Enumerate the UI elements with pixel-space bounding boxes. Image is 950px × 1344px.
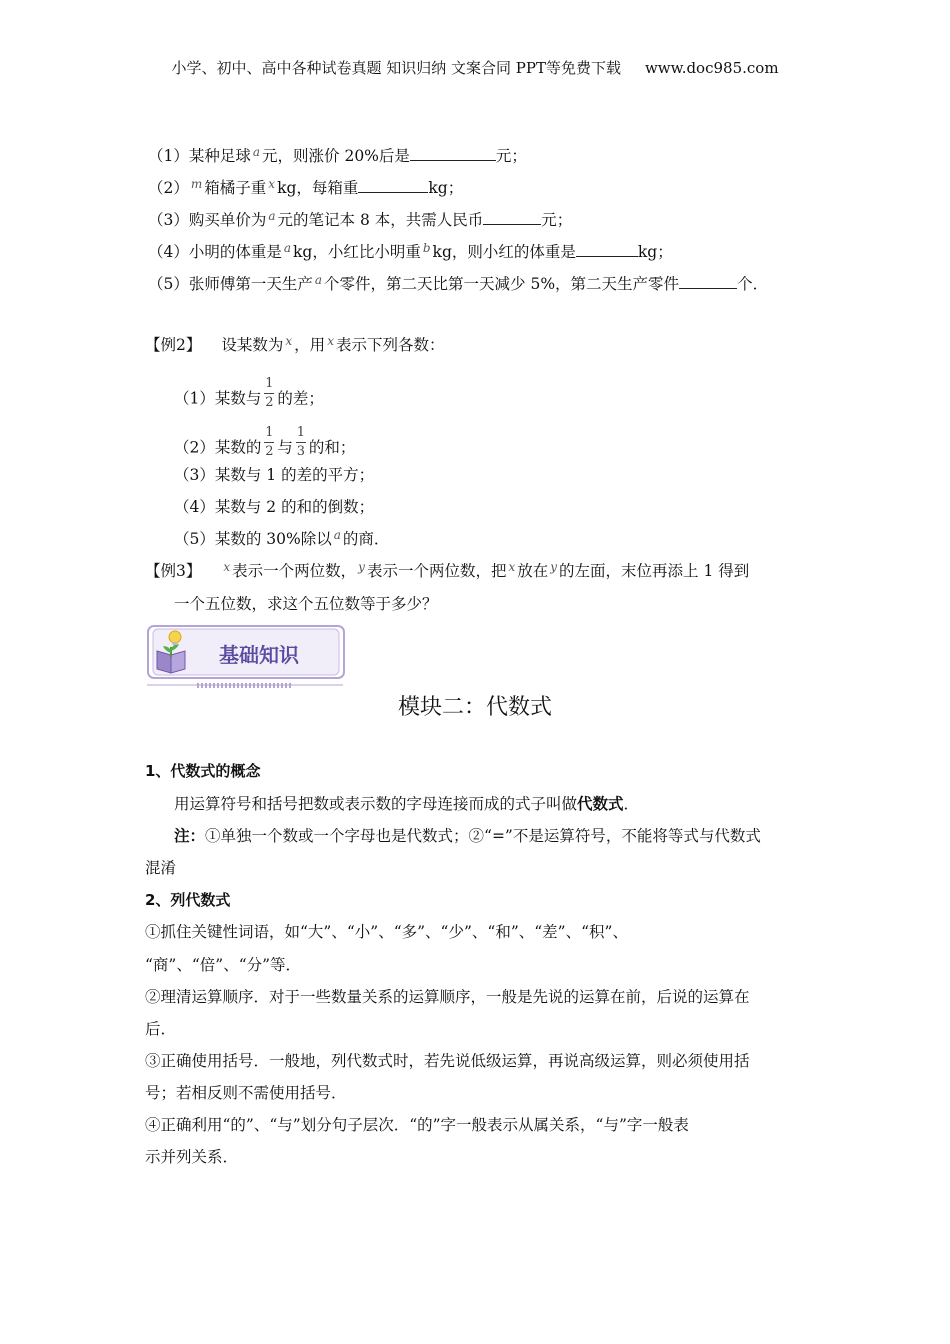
badge-text: 基础知识 xyxy=(219,643,299,667)
i5-text-a: （5）某数的 30%除以 xyxy=(174,530,332,548)
var-x: x xyxy=(268,177,276,191)
var-x: x xyxy=(508,560,516,574)
page-header xyxy=(0,57,950,78)
var-y: y xyxy=(550,560,558,574)
q1-text-b: 元，则涨价 20%后是 xyxy=(262,147,410,165)
var-x: x xyxy=(327,334,334,348)
note-text: ①单独一个数或一个字母也是代数式；②“=”不是运算符号，不能将等式与代数式 xyxy=(205,827,761,845)
fraction-numerator: 1 xyxy=(265,376,274,391)
ex3-text-b: 表示一个两位数，把 xyxy=(366,562,507,580)
answer-blank[interactable] xyxy=(483,208,541,225)
section-2-point-2b: 后． xyxy=(145,1020,177,1038)
answer-blank[interactable] xyxy=(358,176,428,193)
answer-blank[interactable] xyxy=(410,144,496,161)
section-1-note-cont: 混淆 xyxy=(145,859,177,877)
fraction xyxy=(264,377,274,410)
ex1-q1 xyxy=(148,144,527,167)
ex2-intro-c: 表示下列各数： xyxy=(335,336,445,354)
section-2-point-4a: ④正确利用“的”、“与”划分句子层次．“的”字一般表示从属关系，“与”字一般表 xyxy=(145,1116,689,1134)
fraction xyxy=(264,426,274,459)
var-x: x xyxy=(285,334,293,348)
ex2-item-4: （4）某数与 2 的和的倒数； xyxy=(174,498,375,516)
section-2-point-1b: “商”、“倍”、“分”等． xyxy=(145,956,302,974)
badge-graphic xyxy=(147,625,345,689)
q4-text-b: kg，小红比小明重 xyxy=(293,243,421,261)
header-text: 小学、初中、高中各种试卷真题 知识归纳 文案合同 PPT等免费下载 xyxy=(171,59,621,77)
ex3-label: 【例3】 xyxy=(145,562,202,580)
ex1-q3 xyxy=(148,208,572,231)
q2-text-c: kg，每箱重 xyxy=(277,179,359,197)
definition-text: 用运算符号和括号把数或表示数的字母连接而成的式子叫做 xyxy=(174,795,578,813)
answer-blank[interactable] xyxy=(679,272,737,289)
ex1-q2 xyxy=(148,176,463,199)
i1-text-b: 的差； xyxy=(277,389,324,408)
basic-knowledge-badge xyxy=(147,625,345,689)
fraction-denominator: 3 xyxy=(296,444,306,459)
i2-text-a: （2）某数的 xyxy=(174,438,262,457)
header-url[interactable]: www.doc985.com xyxy=(644,59,779,77)
definition-end: ． xyxy=(623,795,640,813)
section-2-heading: 2、列代数式 xyxy=(145,891,231,909)
ex2-item-5 xyxy=(174,529,389,550)
fraction-denominator: 2 xyxy=(265,444,274,459)
section-2-point-3a: ③正确使用括号．一般地，列代数式时，若先说低级运算，再说高级运算，则必须使用括 xyxy=(145,1052,750,1070)
fraction xyxy=(296,426,306,459)
var-y: y xyxy=(358,560,365,574)
ex3-text-d: 的左面，末位再添上 1 得到 xyxy=(559,562,750,580)
section-2-point-1a: ①抓住关键性词语，如“大”、“小”、“多”、“少”、“和”、“差”、“积”、 xyxy=(145,923,628,941)
var-a: a xyxy=(314,273,323,287)
note-label: 注： xyxy=(174,826,206,845)
q2-text-b: 箱橘子重 xyxy=(204,179,267,197)
definition-term: 代数式 xyxy=(577,794,624,813)
var-a: a xyxy=(268,209,276,223)
q2-text-a: （2） xyxy=(148,179,189,197)
var-a: a xyxy=(252,145,261,159)
section-2-point-4b: 示并列关系． xyxy=(145,1148,239,1166)
q3-text-a: （3）购买单价为 xyxy=(148,211,267,229)
var-m: m xyxy=(190,177,203,191)
q1-text-a: （1）某种足球 xyxy=(148,147,251,165)
q3-text-b: 元的笔记本 8 本，共需人民币 xyxy=(277,211,484,229)
q4-text-a: （4）小明的体重是 xyxy=(148,243,282,261)
section-1-definition xyxy=(174,794,639,814)
var-b: b xyxy=(422,241,431,255)
section-2-point-2a: ②理清运算顺序．对于一些数量关系的运算顺序，一般是先说的运算在前，后说的运算在 xyxy=(145,988,750,1006)
fraction-denominator: 2 xyxy=(265,395,274,410)
ex3-line-2: 一个五位数，求这个五位数等于多少？ xyxy=(174,595,438,613)
section-1-note xyxy=(174,826,761,846)
ex2-item-2 xyxy=(174,425,356,465)
ex3-text-a: 表示一个两位数， xyxy=(232,562,357,580)
q5-text-c: 个． xyxy=(737,275,769,293)
q4-text-c: kg，则小红的体重是 xyxy=(432,243,576,261)
ex3-line-1 xyxy=(145,561,749,582)
ex2-item-3: （3）某数与 1 的差的平方； xyxy=(174,466,375,484)
ex2-item-1 xyxy=(174,376,324,416)
module-title: 模块二：代数式 xyxy=(397,695,552,720)
i2-text-c: 的和； xyxy=(308,438,356,457)
q1-text-c: 元； xyxy=(495,147,527,165)
ex2-intro-a: 设某数为 xyxy=(221,336,284,354)
section-1-heading: 1、代数式的概念 xyxy=(145,762,261,780)
i5-text-b: 的商． xyxy=(342,530,390,548)
section-2-point-3b: 号；若相反则不需使用括号． xyxy=(145,1084,347,1102)
ex2-label: 【例2】 xyxy=(145,336,202,354)
var-a: a xyxy=(283,241,292,255)
var-a: a xyxy=(333,528,341,542)
i2-text-b: 与 xyxy=(277,438,293,457)
i1-text-a: （1）某数与 xyxy=(174,389,262,408)
ex3-text-c: 放在 xyxy=(517,562,549,580)
q4-text-d: kg； xyxy=(637,243,673,261)
q5-text-b: 个零件，第二天比第一天减少 5%，第二天生产零件 xyxy=(324,275,680,293)
ex2-intro-b: ，用 xyxy=(294,336,326,354)
ex1-q5 xyxy=(148,272,768,295)
ex1-q4 xyxy=(148,240,673,263)
answer-blank[interactable] xyxy=(576,240,638,257)
q5-text-a: （5）张师傅第一天生产 xyxy=(148,275,313,293)
var-x: x xyxy=(223,560,231,574)
ex2-intro xyxy=(145,335,444,356)
q3-text-c: 元； xyxy=(541,211,573,229)
fraction-numerator: 1 xyxy=(265,425,274,440)
fraction-numerator: 1 xyxy=(296,425,306,440)
q2-text-d: kg； xyxy=(428,179,464,197)
